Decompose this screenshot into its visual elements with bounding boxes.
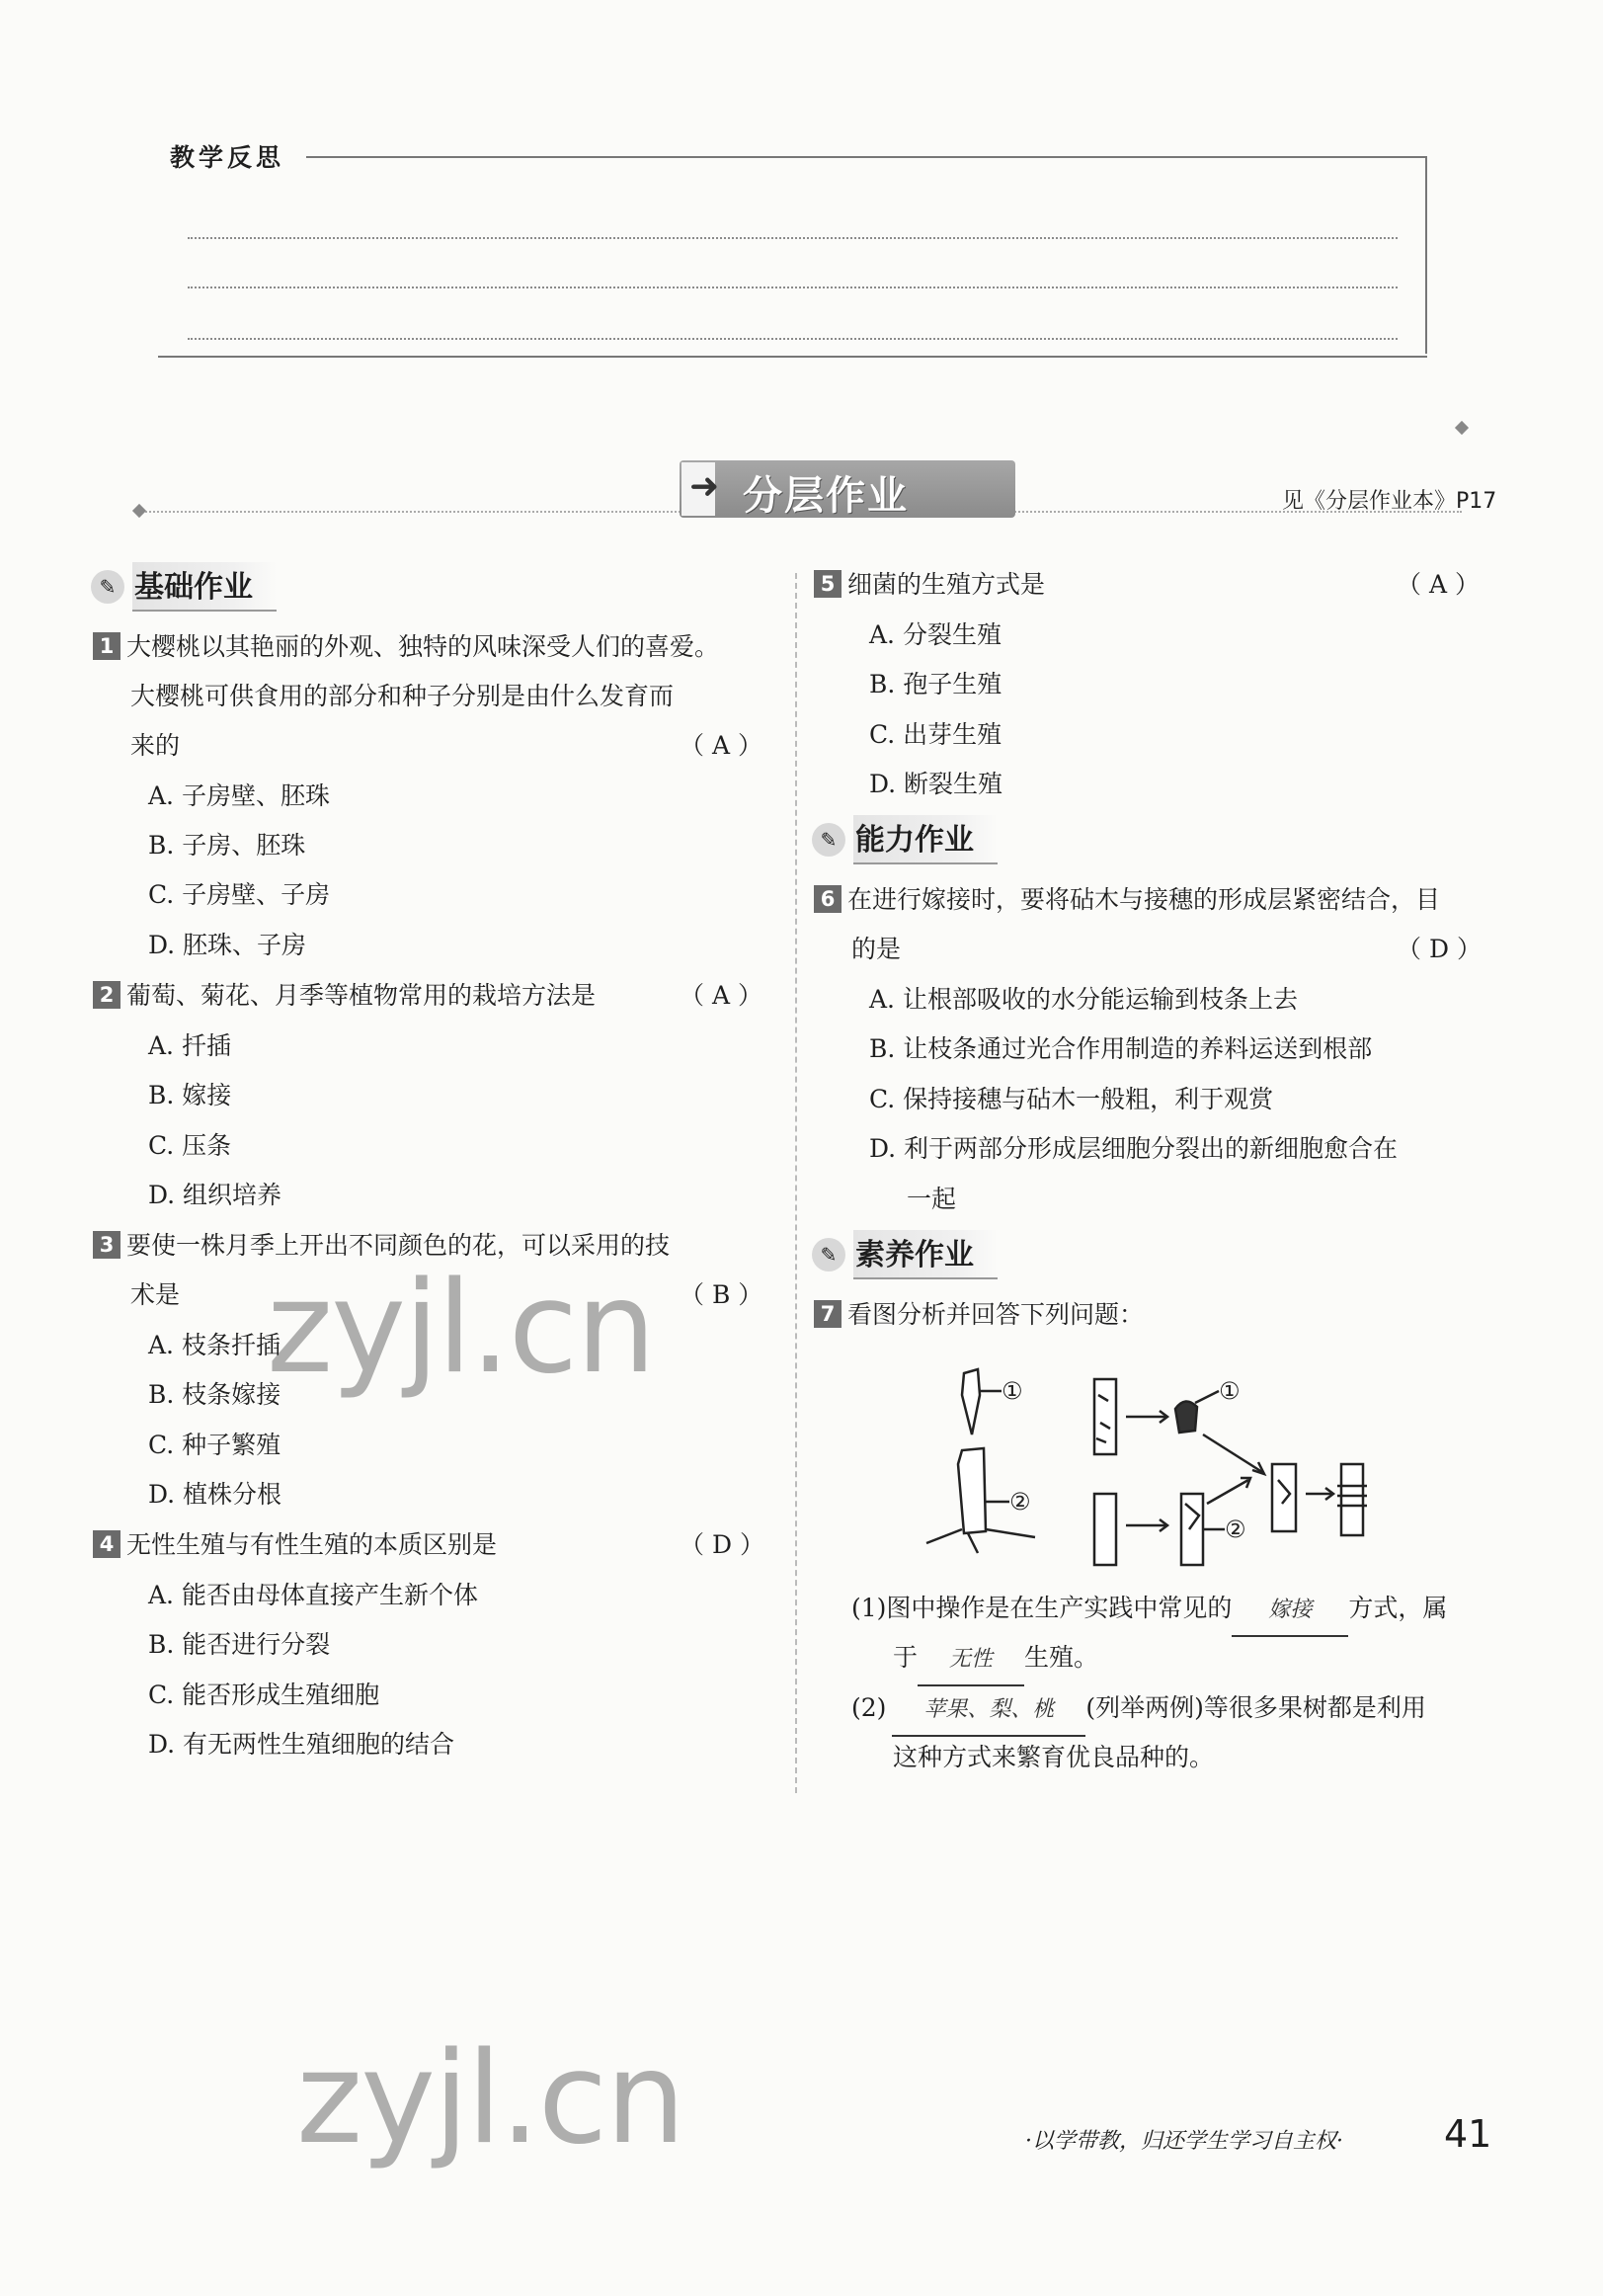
option: B. 让枝条通过光合作用制造的养料运送到根部 bbox=[869, 1034, 1373, 1063]
answer-bracket: （ D ） bbox=[680, 1530, 764, 1559]
option: D. 断裂生殖 bbox=[869, 770, 1003, 798]
option: B. 枝条嫁接 bbox=[148, 1380, 281, 1409]
pencil-arrow-icon: ✎ bbox=[812, 1238, 845, 1271]
option: B. 子房、胚珠 bbox=[148, 831, 306, 860]
pencil-arrow-icon: ✎ bbox=[812, 823, 845, 857]
question-5-line: 5 细菌的生殖方式是 bbox=[814, 560, 1045, 610]
q7-part1-cont: 于 无性 生殖。 bbox=[893, 1633, 1098, 1686]
section-label: 素养作业 bbox=[853, 1230, 998, 1279]
option: D. 有无两性生殖细胞的结合 bbox=[148, 1730, 455, 1759]
section-header-ability bbox=[812, 820, 998, 860]
cut-rootstock bbox=[1181, 1494, 1203, 1565]
question-2-line: 2 葡萄、菊花、月季等植物常用的栽培方法是 bbox=[93, 971, 596, 1021]
option: C. 能否形成生殖细胞 bbox=[148, 1681, 380, 1709]
diamond-icon bbox=[132, 504, 146, 518]
label-leader bbox=[1195, 1391, 1219, 1403]
q7-part2: (2) 苹果、梨、桃 (列举两例)等很多果树都是利用 bbox=[851, 1683, 1426, 1737]
option: A. 能否由母体直接产生新个体 bbox=[148, 1581, 478, 1609]
scion-shape bbox=[962, 1369, 980, 1435]
footer-motto: ·以学带教，归还学生学习自主权· bbox=[1025, 2129, 1343, 2154]
option: C. 出芽生殖 bbox=[869, 720, 1002, 749]
label-1: ① bbox=[1002, 1377, 1023, 1405]
answer-blank: 无性 bbox=[918, 1635, 1024, 1686]
option: B. 嫁接 bbox=[148, 1081, 232, 1109]
q7-part2-cont: 这种方式来繁育优良品种的。 bbox=[893, 1743, 1215, 1771]
option: C. 压条 bbox=[148, 1131, 232, 1160]
question-number: 4 bbox=[93, 1530, 120, 1558]
arrow-line bbox=[1207, 1480, 1248, 1504]
page-number: 41 bbox=[1444, 2112, 1492, 2156]
option: B. 能否进行分裂 bbox=[148, 1630, 331, 1659]
question-number: 7 bbox=[814, 1300, 842, 1328]
question-number: 1 bbox=[93, 632, 120, 660]
option: D. 植株分根 bbox=[148, 1480, 282, 1509]
question-3-line: 3 要使一株月季上开出不同颜色的花，可以采用的技 bbox=[93, 1221, 670, 1271]
question-1-line: 大樱桃可供食用的部分和种子分别是由什么发育而 bbox=[130, 682, 675, 710]
answer-blank: 苹果、梨、桃 bbox=[892, 1685, 1085, 1737]
question-3-line: 术是 bbox=[130, 1280, 181, 1309]
option: A. 分裂生殖 bbox=[869, 620, 1002, 649]
question-6-line: 的是 bbox=[851, 935, 902, 963]
label-1: ① bbox=[1219, 1377, 1241, 1405]
label-2: ② bbox=[1009, 1488, 1031, 1516]
q7-part1: (1)图中操作是在生产实践中常见的 嫁接 方式，属 bbox=[851, 1584, 1447, 1637]
option: A. 枝条扦插 bbox=[148, 1331, 281, 1359]
question-1-line: 1 大樱桃以其艳丽的外观、独特的风味深受人们的喜爱。 bbox=[93, 622, 719, 672]
answer-bracket: （ D ） bbox=[1397, 935, 1482, 963]
option: A. 子房壁、胚珠 bbox=[148, 781, 330, 810]
section-label: 基础作业 bbox=[132, 562, 277, 612]
question-6-line: 6 在进行嫁接时，要将砧木与接穗的形成层紧密结合，目 bbox=[814, 875, 1440, 925]
arrow-line bbox=[1203, 1435, 1262, 1472]
pencil-arrow-icon: ✎ bbox=[91, 570, 124, 604]
column-separator bbox=[795, 573, 797, 1793]
option: D. 利于两部分形成层细胞分裂出的新细胞愈合在 bbox=[869, 1134, 1399, 1163]
label-2: ② bbox=[1225, 1516, 1246, 1543]
question-1-line: 来的 bbox=[130, 731, 181, 760]
arrow-icon: ➜ bbox=[689, 466, 720, 507]
reflection-box bbox=[158, 156, 1427, 364]
reference-note: 见《分层作业本》P17 bbox=[1282, 489, 1497, 514]
watermark: zyjl.cn bbox=[296, 2025, 684, 2173]
section-header-basic bbox=[91, 567, 277, 607]
option: B. 孢子生殖 bbox=[869, 670, 1002, 698]
option: D. 胚珠、子房 bbox=[148, 931, 307, 959]
answer-bracket: （ A ） bbox=[680, 731, 762, 760]
question-4-line: 4 无性生殖与有性生殖的本质区别是 bbox=[93, 1520, 497, 1570]
option: 一起 bbox=[907, 1185, 957, 1213]
section-label: 能力作业 bbox=[853, 815, 998, 864]
reflection-title: 教学反思 bbox=[170, 143, 285, 172]
bud-shield bbox=[1175, 1401, 1197, 1433]
watermark: zyjl.cn bbox=[267, 1255, 655, 1402]
option: A. 让根部吸收的水分能运输到枝条上去 bbox=[869, 985, 1298, 1014]
answer-bracket: （ B ） bbox=[680, 1280, 763, 1309]
option: C. 保持接穗与砧木一般粗，利于观赏 bbox=[869, 1085, 1274, 1113]
wrapped-stem bbox=[1341, 1464, 1363, 1535]
section-header-literacy bbox=[812, 1235, 998, 1274]
option: C. 子房壁、子房 bbox=[148, 880, 331, 909]
answer-bracket: （ A ） bbox=[680, 981, 762, 1010]
question-number: 3 bbox=[93, 1231, 120, 1259]
grafted-stem bbox=[1272, 1464, 1296, 1531]
diamond-icon bbox=[1455, 421, 1469, 435]
banner-title: 分层作业 bbox=[743, 473, 909, 519]
stock-stem bbox=[958, 1448, 986, 1533]
grafting-diagram bbox=[907, 1355, 1420, 1573]
question-7-line: 7 看图分析并回答下列问题： bbox=[814, 1290, 1144, 1340]
option: D. 组织培养 bbox=[148, 1181, 282, 1209]
option: A. 扦插 bbox=[148, 1031, 231, 1060]
answer-blank: 嫁接 bbox=[1232, 1586, 1348, 1637]
question-number: 5 bbox=[814, 570, 842, 598]
option: C. 种子繁殖 bbox=[148, 1431, 281, 1459]
rootstock-stem bbox=[1094, 1494, 1116, 1565]
answer-bracket: （ A ） bbox=[1397, 570, 1480, 599]
question-number: 2 bbox=[93, 981, 120, 1009]
question-number: 6 bbox=[814, 885, 842, 913]
